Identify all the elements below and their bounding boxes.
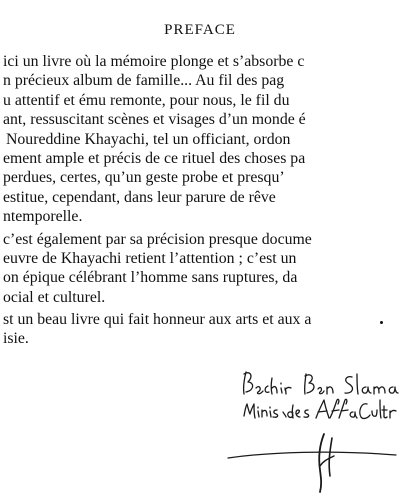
text-line: ement ample et précis de ce rituel des choses pa (3, 149, 306, 167)
text-line: ntemporelle. (3, 208, 83, 226)
stray-dot-mark (380, 321, 383, 324)
text-line: isie. (3, 330, 29, 348)
text-line: perdues, certes, qu’un geste probe et presqu’ (3, 169, 285, 187)
handwritten-signature (220, 360, 400, 500)
text-line: u attentif et ému remonte, pour nous, le fil du (3, 91, 290, 109)
text-line: euvre de Khayachi retient l’attention ; c’est un (3, 249, 297, 267)
text-line: ant, ressuscitant scènes et visages d’un monde é (3, 111, 306, 129)
text-line: Noureddine Khayachi, tel un officiant, ordon (6, 130, 291, 148)
text-line: ici un livre où la mémoire plonge et s’absorbe c (3, 53, 305, 70)
text-line: estitue, cependant, dans leur parure de rêve (3, 188, 276, 206)
preface-body (0, 52, 400, 349)
paragraph-3 (0, 310, 400, 349)
paragraph-1 (0, 52, 400, 227)
paragraph-2 (0, 230, 400, 308)
text-line: ocial et culturel. (3, 288, 106, 306)
text-line: c’est également par sa précision presque docume (3, 230, 312, 248)
text-line: n précieux album de famille... Au fil des pag (3, 72, 285, 90)
page-title: PREFACE (164, 22, 236, 38)
text-line: st un beau livre qui fait honneur aux arts et aux a (3, 311, 312, 329)
text-line: on épique célébrant l’homme sans ruptures, da (3, 269, 298, 287)
